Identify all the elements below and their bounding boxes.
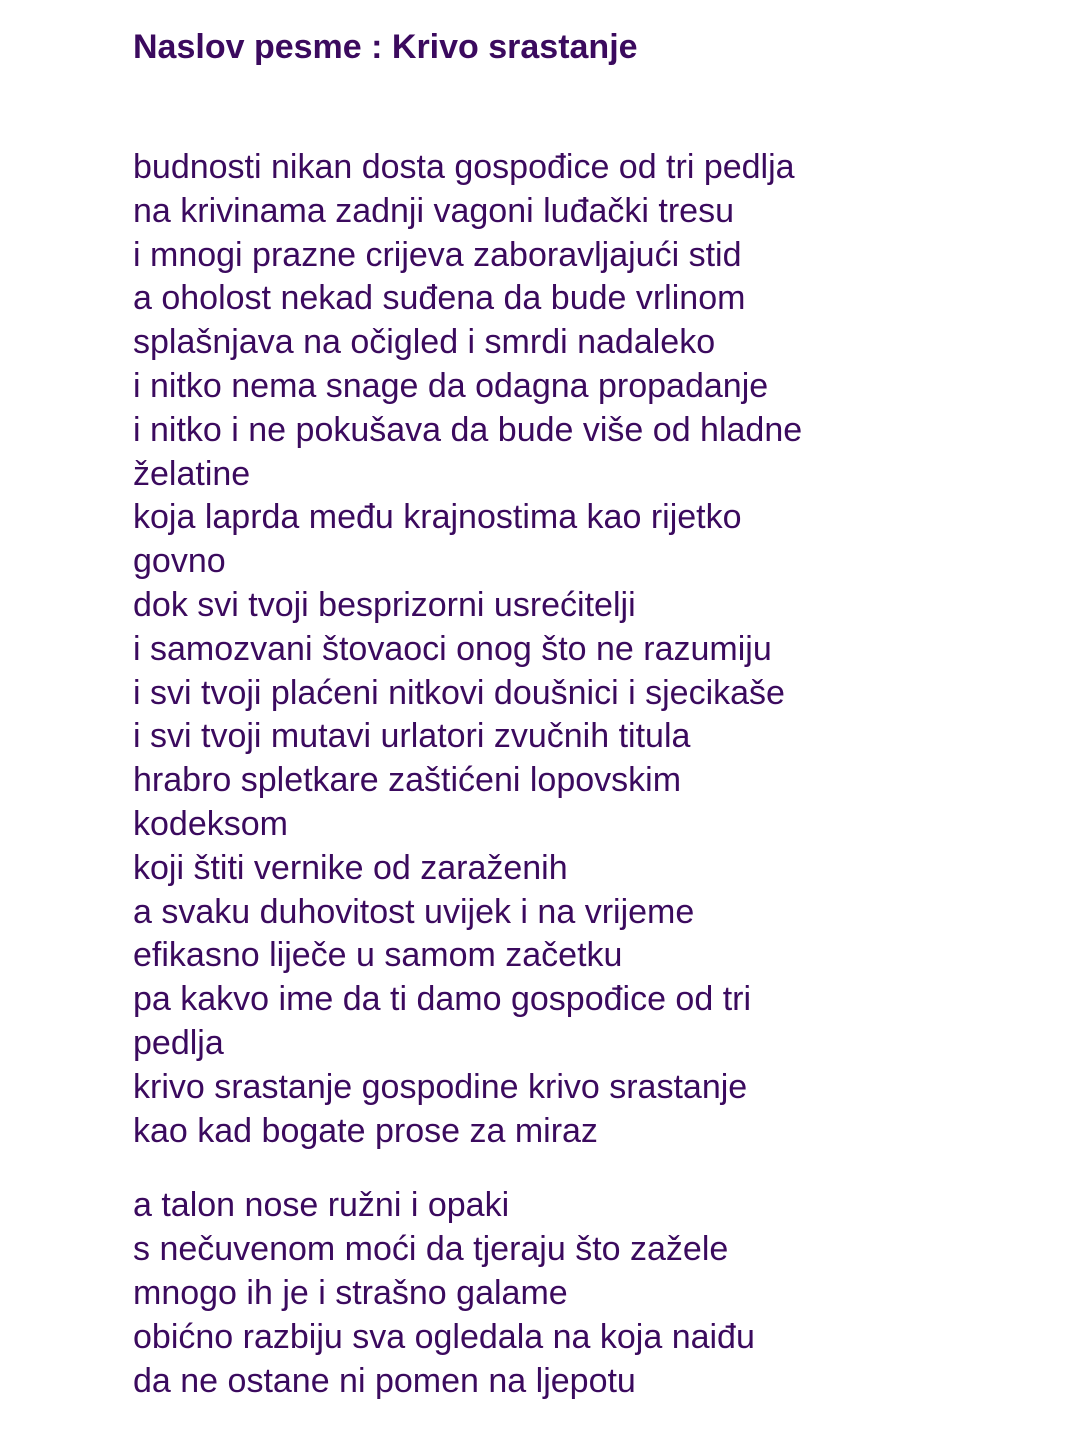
poem-line: pedlja — [133, 1023, 224, 1062]
poem-line: obićno razbiju sva ogledala na koja naiđu — [133, 1317, 755, 1356]
poem-line: dok svi tvoji besprizorni usrećitelji — [133, 585, 636, 624]
poem-line: kao kad bogate prose za miraz — [133, 1111, 598, 1150]
poem-line: i samozvani štovaoci onog što ne razumiju — [133, 629, 772, 668]
poem-line: a svaku duhovitost uvijek i na vrijeme — [133, 892, 695, 931]
poem-line: da ne ostane ni pomen na ljepotu — [133, 1361, 636, 1400]
poem-line: a talon nose ružni i opaki — [133, 1186, 510, 1225]
poem-line: želatine — [133, 454, 251, 493]
poem-line: hrabro spletkare zaštićeni lopovskim — [133, 761, 682, 800]
poem-line: i mnogi prazne crijeva zaboravljajući stid — [133, 235, 742, 274]
poem-line: a oholost nekad suđena da bude vrlinom — [133, 279, 746, 318]
poem-line: i svi tvoji plaćeni nitkovi doušnici i sjecikaše — [133, 673, 785, 712]
poem-line: s nečuvenom moći da tjeraju što zažele — [133, 1230, 729, 1269]
poem-line: na krivinama zadnji vagoni luđački tresu — [133, 191, 734, 230]
poem-line: i nitko i ne pokušava da bude više od hladne — [133, 410, 803, 449]
poem-line: budnosti nikan dosta gospođice od tri pedlja — [133, 148, 795, 186]
poem-line: i svi tvoji mutavi urlatori zvučnih titula — [133, 717, 691, 756]
poem-line: mnogo ih je i strašno galame — [133, 1273, 568, 1312]
stanza-1 — [133, 146, 1033, 1153]
poem-line: koji štiti vernike od zaraženih — [133, 848, 568, 887]
poem-line: efikasno liječe u samom začetku — [133, 936, 623, 975]
poem-line: pa kakvo ime da ti damo gospođice od tri — [133, 980, 752, 1019]
poem-line: krivo srastanje gospodine krivo srastanje — [133, 1067, 748, 1106]
poem-line: kodeksom — [133, 804, 288, 843]
poem-page — [133, 26, 1033, 1403]
stanza-2 — [133, 1184, 1033, 1403]
poem-line: koja laprda među krajnostima kao rijetko — [133, 498, 742, 537]
poem-line: i nitko nema snage da odagna propadanje — [133, 366, 769, 405]
poem-title: Naslov pesme : Krivo srastanje — [133, 28, 638, 66]
poem-line: splašnjava na očigled i smrdi nadaleko — [133, 323, 716, 362]
poem-line: govno — [133, 542, 226, 581]
